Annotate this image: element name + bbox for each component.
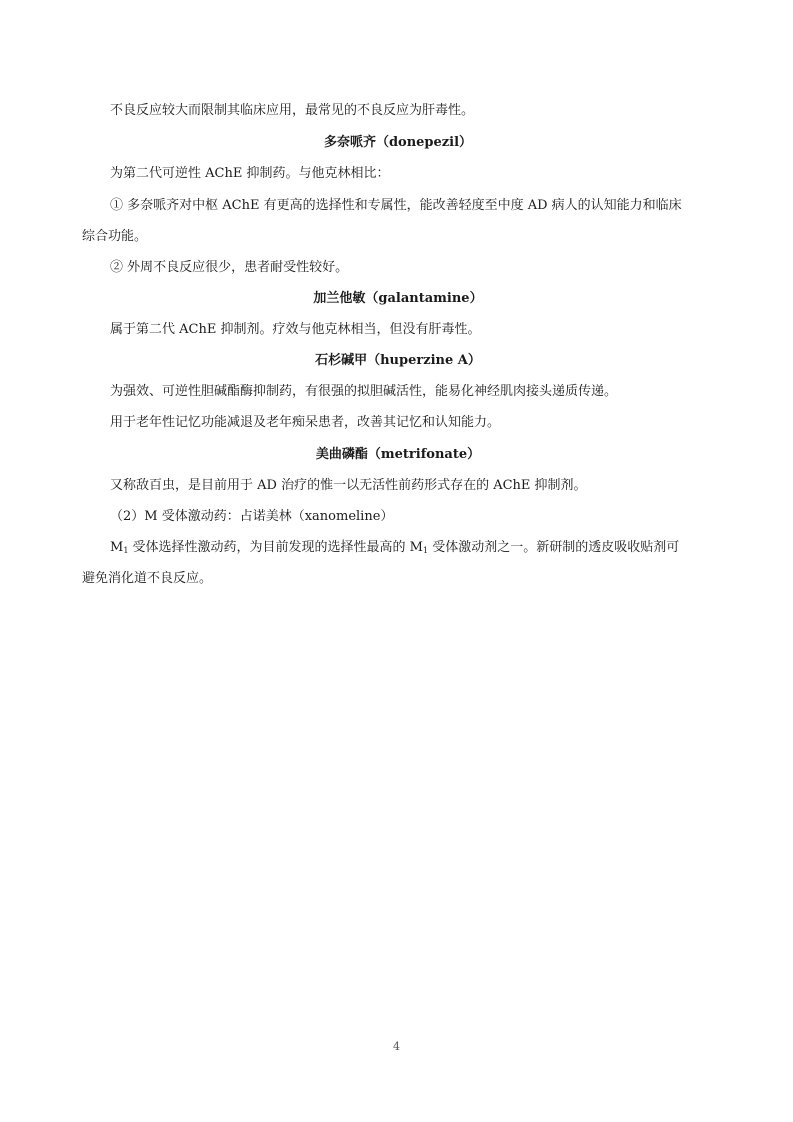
paragraph-line: ② 外周不良反应很少，患者耐受性较好。 — [110, 260, 349, 275]
paragraph-line: 用于老年性记忆功能减退及老年痴呆患者，改善其记忆和认知能力。 — [110, 415, 501, 430]
page-number: 4 — [393, 1040, 400, 1053]
section-heading-donepezil: 多奈哌齐（donepezil） — [323, 135, 473, 150]
section-heading-galantamine: 加兰他敏（galantamine） — [313, 291, 483, 306]
section-heading-metrifonate: 美曲磷酯（metrifonate） — [315, 447, 481, 462]
m1-text: 受体选择性激动药，为目前发现的选择性最高的 M — [128, 540, 423, 555]
m1-text: 受体激动剂之一。新研制的透皮吸收贴剂可 — [428, 540, 680, 555]
paragraph-line: 综合功能。 — [82, 229, 148, 244]
paragraph-line: ① 多奈哌齐对中枢 AChE 有更高的选择性和专属性，能改善轻度至中度 AD 病人的认知能力和临床 — [110, 198, 682, 213]
m1-subscript: 1 — [422, 546, 429, 555]
paragraph-line: 又称敌百虫，是目前用于 AD 治疗的惟一以无活性前药形式存在的 AChE 抑制剂。 — [110, 478, 587, 493]
m1-symbol: M — [110, 540, 124, 555]
paragraph-line: 避免消化道不良反应。 — [82, 571, 213, 586]
section-heading-huperzine: 石杉碱甲（huperzine A） — [315, 353, 481, 368]
m1-subscript: 1 — [123, 546, 129, 555]
paragraph-line: 为第二代可逆性 AChE 抑制药。与他克林相比： — [110, 166, 390, 181]
paragraph-line: 属于第二代 AChE 抑制剂。疗效与他克林相当，但没有肝毒性。 — [110, 322, 481, 337]
paragraph-line: 为强效、可逆性胆碱酯酶抑制药，有很强的拟胆碱活性，能易化神经肌肉接头递质传递。 — [110, 384, 618, 399]
paragraph-line: （2）M 受体激动药：占诺美林（xanomeline） — [110, 509, 394, 524]
paragraph-line-m1 — [110, 538, 714, 558]
paragraph-line: 不良反应较大而限制其临床应用，最常见的不良反应为肝毒性。 — [110, 103, 475, 118]
